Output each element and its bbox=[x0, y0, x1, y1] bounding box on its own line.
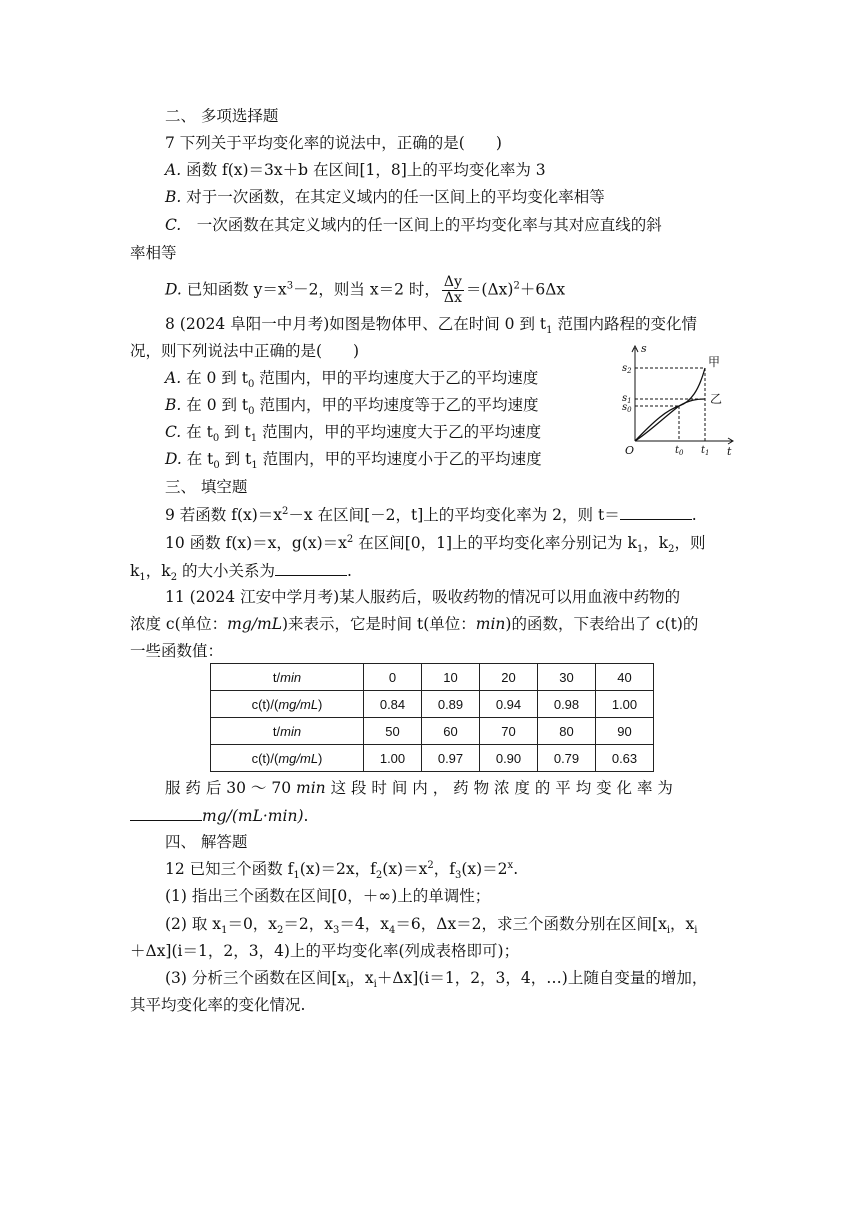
question-9: 9 若函数 $f(x)=x^2-x$ 在区间[－2，t]上的平均变化率为 2，则 t＝ . bbox=[165, 503, 697, 526]
question-7-option-b: B. 对于一次函数，在其定义域内的任一区间上的平均变化率相等 bbox=[165, 188, 605, 206]
table-cell: 30 bbox=[538, 664, 596, 691]
question-11-answer-line: mg/(mL·min). bbox=[130, 804, 308, 827]
answer-blank[interactable] bbox=[620, 503, 692, 520]
table-cell: 0.90 bbox=[480, 745, 538, 772]
table-cell: 0 bbox=[364, 664, 422, 691]
question-10-line2: $k_1$，$k_2$ 的大小关系为 . bbox=[130, 559, 352, 582]
row-header: t/min bbox=[211, 718, 364, 745]
question-8-option-b: B. 在 0 到 $t_0$ 范围内，甲的平均速度等于乙的平均速度 bbox=[165, 396, 539, 418]
section-heading-fill-blank: 三、 填空题 bbox=[165, 478, 248, 496]
question-12-part-3-cont: 其平均变化率的变化情况. bbox=[130, 996, 306, 1014]
question-8-option-c: C. 在 $t_0$ 到 $t_1$ 范围内，甲的平均速度大于乙的平均速度 bbox=[165, 423, 542, 445]
table-cell: 10 bbox=[422, 664, 480, 691]
table-cell: 0.98 bbox=[538, 691, 596, 718]
question-12-stem: 12 已知三个函数 $f_1(x)=2x$，$f_2(x)=x^2$，$f_3(x)=2^x$. bbox=[165, 859, 519, 882]
table-cell: 70 bbox=[480, 718, 538, 745]
table-cell: 80 bbox=[538, 718, 596, 745]
question-8-stem-line2: 况，则下列说法中正确的是( ) bbox=[130, 342, 360, 360]
table-row bbox=[211, 691, 654, 718]
table-cell: 20 bbox=[480, 664, 538, 691]
curve-jia bbox=[635, 368, 705, 441]
question-12-part-3: (3) 分析三个函数在区间[$x_i$，$x_i+\Delta x](i=1$，2，3，4，…)上随自变量的增加， bbox=[165, 969, 708, 991]
question-11-line1: 11 (2024 江安中学月考)某人服药后，吸收药物的情况可以用血液中药物的 bbox=[165, 588, 681, 606]
question-12-part-1: (1) 指出三个函数在区间[0，＋∞)上的单调性； bbox=[165, 887, 491, 905]
concentration-table bbox=[210, 663, 654, 772]
s-axis-label: s bbox=[641, 342, 647, 355]
origin-label: O bbox=[625, 444, 635, 457]
curve-yi bbox=[635, 399, 705, 441]
table-cell: 1.00 bbox=[364, 745, 422, 772]
question-11-line3: 一些函数值： bbox=[130, 642, 224, 660]
table-cell: 1.00 bbox=[596, 691, 654, 718]
question-7-option-d: D. 已知函数 $y=x^3-2$，则当 x＝2 时， $\frac{\Delta y}{\Delta x}$ $=(\Delta x)^2+6\Delta x$ bbox=[165, 274, 566, 306]
table-cell: 40 bbox=[596, 664, 654, 691]
distance-time-figure bbox=[615, 340, 745, 462]
question-7-stem: 7 下列关于平均变化率的说法中，正确的是( ) bbox=[165, 134, 502, 152]
question-8-option-a: A. 在 0 到 $t_0$ 范围内，甲的平均速度大于乙的平均速度 bbox=[165, 369, 539, 391]
s0-label: $s_0$ bbox=[622, 402, 632, 414]
answer-blank[interactable] bbox=[130, 804, 202, 821]
table-cell: 0.84 bbox=[364, 691, 422, 718]
table-cell: 0.97 bbox=[422, 745, 480, 772]
row-header: c(t)/(mg/mL) bbox=[211, 691, 364, 718]
table-cell: 0.79 bbox=[538, 745, 596, 772]
question-8-stem-line1: 8 (2024 阜阳一中月考)如图是物体甲、乙在时间 0 到 $t_1$ 范围内路程的变化情 bbox=[165, 315, 697, 337]
t0-label: $t_0$ bbox=[675, 445, 684, 457]
table-row bbox=[211, 664, 654, 691]
question-12-part-2: (2) 取 $x_1=0$，$x_2=2$，$x_3=4$，$x_4=6$，Δx＝2，求三个函数分别在区间[$x_i$，$x_i$ bbox=[165, 915, 698, 937]
question-11-after-table: 服 药 后 30 ～ 70 min 这 段 时 间 内 ， 药 物 浓 度 的 平 均 变 化 率 为 bbox=[165, 779, 673, 797]
question-7-option-a: A. 函数 f(x)＝3x＋b 在区间[1，8]上的平均变化率为 3 bbox=[165, 161, 546, 179]
table-cell: 0.89 bbox=[422, 691, 480, 718]
s1-label: $s_1$ bbox=[622, 393, 632, 405]
table-cell: 60 bbox=[422, 718, 480, 745]
delta-fraction: $\frac{\Delta y}{\Delta x}$ bbox=[443, 274, 462, 306]
table-row bbox=[211, 718, 654, 745]
question-8-option-d: D. 在 $t_0$ 到 $t_1$ 范围内，甲的平均速度小于乙的平均速度 bbox=[165, 450, 542, 472]
question-10-line1: 10 函数 f(x)＝x，$g(x)=x^2$ 在区间[0，1]上的平均变化率分别记为 $k_1$，$k_2$，则 bbox=[165, 533, 706, 556]
question-11-line2: 浓度 c(单位：mg/mL)来表示，它是时间 t(单位：min)的函数，下表给出了 c(t)的 bbox=[130, 615, 699, 633]
answer-blank[interactable] bbox=[275, 559, 347, 576]
table-cell: 0.94 bbox=[480, 691, 538, 718]
section-heading-solution: 四、 解答题 bbox=[165, 833, 248, 851]
table-row bbox=[211, 745, 654, 772]
question-7-option-c-cont: 率相等 bbox=[130, 244, 177, 262]
yi-label: 乙 bbox=[710, 392, 723, 406]
row-header: c(t)/(mg/mL) bbox=[211, 745, 364, 772]
question-7-option-c: C. 一次函数在其定义域内的任一区间上的平均变化率与其对应直线的斜 bbox=[165, 216, 662, 234]
section-heading-multiple-choice: 二、 多项选择题 bbox=[165, 107, 279, 125]
row-header: t/min bbox=[211, 664, 364, 691]
jia-label: 甲 bbox=[708, 355, 721, 369]
question-12-part-2-cont: ＋Δx](i＝1，2，3，4)上的平均变化率(列成表格即可)； bbox=[130, 942, 520, 960]
s2-label: $s_2$ bbox=[622, 363, 632, 375]
t-axis-label: t bbox=[727, 445, 732, 458]
table-cell: 0.63 bbox=[596, 745, 654, 772]
t1-label: $t_1$ bbox=[701, 445, 710, 457]
table-cell: 90 bbox=[596, 718, 654, 745]
table-cell: 50 bbox=[364, 718, 422, 745]
